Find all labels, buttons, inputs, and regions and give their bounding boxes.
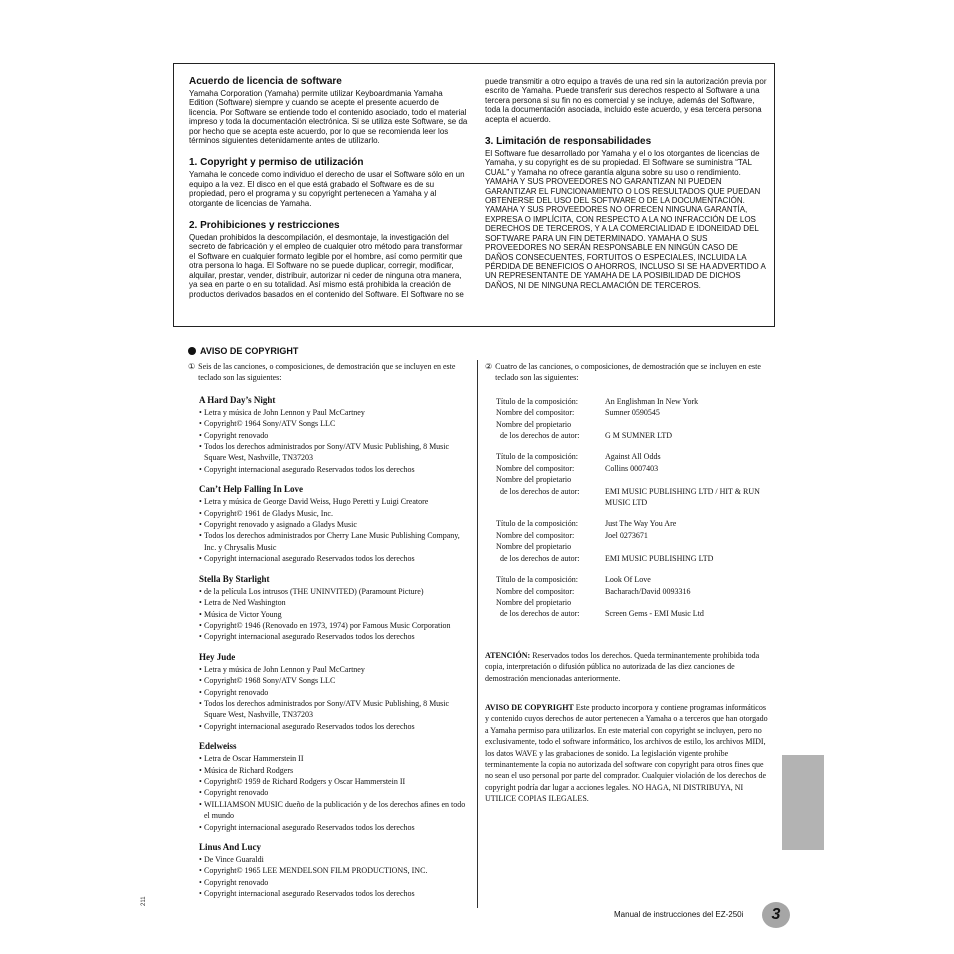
song-entry [199, 841, 470, 900]
song-title: Stella By Starlight [199, 573, 270, 584]
composition-label: Nombre del propietario [496, 419, 572, 429]
composition-label: de los derechos de autor: [500, 431, 580, 441]
composition-row [496, 586, 770, 597]
composition-value: Against All Odds [605, 452, 661, 462]
song-credit-line: • Copyright© 1964 Sony/ATV Songs LLC [199, 418, 470, 429]
composition-label: Nombre del compositor: [496, 586, 575, 596]
composition-label: de los derechos de autor: [500, 486, 580, 496]
section2-title: 2. Prohibiciones y restricciones [189, 220, 340, 232]
song-credits [199, 664, 470, 732]
song-credit-line: • Copyright© 1959 de Richard Rodgers y Oscar Hammerstein II [199, 776, 470, 787]
song-title: Can’t Help Falling In Love [199, 484, 304, 495]
composition-value [605, 597, 770, 608]
song-credits [199, 496, 470, 564]
composition-label: Título de la composición: [496, 396, 578, 406]
composition-value: Collins 0007403 [605, 463, 659, 473]
circled-one-icon: ① [188, 362, 196, 371]
composition-entry [496, 396, 770, 442]
song-credit-line: • Letra de Ned Washington [199, 597, 470, 608]
license-right-column [485, 77, 767, 290]
song-credit-line: • Todos los derechos administrados por Cherry Lane Music Publishing Company, Inc. y Chrysalis Music [199, 530, 470, 553]
composition-row [496, 451, 770, 462]
compositions-intro-text: Cuatro de las canciones, o composiciones, de demostración que se incluyen en este teclado son las siguientes: [495, 362, 761, 383]
composition-value [605, 541, 770, 552]
license-box [173, 63, 775, 327]
composition-label: de los derechos de autor: [500, 609, 580, 619]
song-credit-line: • WILLIAMSON MUSIC dueño de la publicación y de los derechos afines en todo el mundo [199, 799, 470, 822]
song-title: Linus And Lucy [199, 842, 262, 852]
song-credit-line: • Copyright internacional asegurado Reservados todos los derechos [199, 721, 470, 732]
composition-value: EMI MUSIC PUBLISHING LTD [605, 553, 714, 563]
composition-label: Nombre del propietario [496, 475, 572, 485]
song-credit-line: • Todos los derechos administrados por Sony/ATV Music Publishing, 8 Music Square West, Nashville, TN37203 [199, 441, 470, 464]
license-title: Acuerdo de licencia de software [189, 76, 342, 87]
section3-disclaimer: YAMAHA Y SUS PROVEEDORES NO GARANTIZAN NI PUEDEN GARANTIZAR EL FUNCIONAMIENTO O LOS RESULTADOS QUE PUEDAN OBTENERSE DEL USO DEL SOFTWARE O DE LA DOCUMENTACIÓN. YAMAHA Y SUS PROVEEDORES NO OFRECEN NINGUNA GARANTÍA, EXPRESA O IMPLÍCITA, CON RESPECTO A LA NO INFRACCIÓN DE LOS DERECHOS DE TERCEROS, Y A LA COMERCIALIDAD E IDONEIDAD DEL SOFTWARE PARA UN FIN DETERMINADO. YAMAHA O SUS PROVEEDORES NO SERÁN RESPONSABLE EN NINGÚN CASO DE DAÑOS CONSECUENTES, FORTUITOS O ESPECIALES, INCLUIDA LA PÉRDIDA DE BENEFICIOS O AHORROS, INCLUSO SI SE HA ADVERTIDO A UN REPRESENTANTE DE YAMAHA DE LA POSIBILIDAD DE DICHOS DAÑOS, NI DE NINGUNA RECLAMACIÓN DE TERCEROS. [485, 177, 766, 290]
composition-value: Just The Way You Are [605, 519, 677, 529]
circled-two-icon: ② [485, 362, 493, 371]
song-credits [199, 753, 470, 833]
composition-row [496, 419, 770, 430]
composition-label: Nombre del propietario [496, 597, 572, 607]
songs-list [188, 394, 470, 900]
composition-row [496, 396, 770, 407]
composition-value: EMI MUSIC PUBLISHING LTD / HIT & RUN MUSIC LTD [605, 486, 760, 508]
page-number: 3 [762, 902, 790, 928]
songs-intro-text: Seis de las canciones, o composiciones, de demostración que se incluyen en este teclado son las siguientes: [198, 362, 456, 383]
composition-entry [496, 574, 770, 620]
song-title: Hey Jude [199, 651, 236, 662]
song-credit-line: • Letra y música de John Lennon y Paul McCartney [199, 664, 470, 675]
copyright-notice-text: Este producto incorpora y contiene programas informáticos y contenido cuyos derechos de autor pertenecen a Yamaha o a terceros que han otorgado a Yamaha permiso para utilizarlos. En este material con copyright se incluyen, pero no exclusivamente, todo el software informático, los archivos de estilo, los archivos MIDI, los datos WAVE y las grabaciones de sonido. La legislación vigente prohíbe terminantemente la copia no autorizada del software con copyright para otros fines que no sean el uso personal por parte del comprador. Cualquier violación de los derechos de copyright podría dar lugar a acciones legales. NO HAGA, NI DISTRIBUYA, NI UTILICE COPIAS ILEGALES. [485, 702, 768, 804]
composition-label: Nombre del compositor: [496, 408, 575, 418]
compositions-column [485, 361, 770, 805]
composition-row [496, 474, 770, 485]
section1-title: 1. Copyright y permiso de utilización [189, 157, 364, 169]
song-credit-line: • Copyright© 1961 de Gladys Music, Inc. [199, 508, 470, 519]
composition-row [496, 608, 770, 619]
song-credit-line: • Música de Victor Young [199, 609, 470, 620]
license-intro: Yamaha Corporation (Yamaha) permite utilizar Keyboardmania Yamaha Edition (Software) siempre y cuando se acepte el presente acuerdo de licencia. Por Software se entiende todo el contenido asociado, todo el material impreso y toda la documentación electrónica. Si se utiliza este Software, se da por hecho que se acepta este acuerdo, por lo que se recomienda leer los términos siguientes detenidamente antes de utilizarlo. [189, 89, 468, 146]
song-entry [199, 740, 470, 833]
song-title: A Hard Day’s Night [199, 394, 276, 405]
song-credit-line: • Copyright internacional asegurado Reservados todos los derechos [199, 888, 470, 899]
composition-row [496, 574, 770, 585]
composition-row [496, 463, 770, 474]
composition-label: de los derechos de autor: [500, 553, 580, 563]
composition-label: Título de la composición: [496, 452, 578, 462]
song-credit-line: • Letra y música de John Lennon y Paul McCartney [199, 407, 470, 418]
song-entry [199, 651, 470, 732]
bullet-icon [188, 347, 196, 355]
composition-value: Bacharach/David 0093316 [605, 586, 691, 596]
atencion-notice [485, 650, 770, 684]
song-entry [199, 483, 470, 564]
song-credit-line: • Letra y música de George David Weiss, Hugo Peretti y Luigi Creatore [199, 496, 470, 507]
songs-column [188, 361, 470, 908]
song-title: Edelweiss [199, 741, 237, 752]
composition-value: Sumner 0590545 [605, 408, 660, 418]
song-credit-line: • Copyright internacional asegurado Reservados todos los derechos [199, 631, 470, 642]
songs-intro [188, 361, 470, 384]
composition-row [496, 553, 770, 564]
song-credit-line: • Copyright internacional asegurado Reservados todos los derechos [199, 464, 470, 475]
composition-row [496, 541, 770, 552]
side-tab [782, 755, 824, 850]
song-credit-line: • Copyright renovado [199, 877, 470, 888]
song-credit-line: • De Vince Guaraldi [199, 854, 470, 865]
copyright-notice [485, 702, 770, 805]
composition-label: Título de la composición: [496, 519, 578, 529]
song-credit-line: • Letra de Oscar Hammerstein II [199, 753, 470, 764]
song-credit-line: • Copyright internacional asegurado Reservados todos los derechos [199, 553, 470, 564]
composition-row [496, 486, 770, 509]
composition-value: Screen Gems - EMI Music Ltd [605, 609, 704, 619]
section1-text: Yamaha le concede como individuo el derecho de usar el Software sólo en un equipo a la vez. El disco en el que está grabado el Software es de su propiedad, pero el programa y su copyright pertenecen a Yamaha y al otorgante de licencias de Yamaha. [189, 170, 465, 208]
license-left-column [189, 76, 469, 299]
song-credit-line: • Copyright renovado [199, 787, 470, 798]
copyright-notice-label: AVISO DE COPYRIGHT [485, 702, 574, 712]
song-credits [199, 854, 470, 900]
composition-row [496, 530, 770, 541]
composition-entry [496, 451, 770, 508]
section2-text: Quedan prohibidos la descompilación, el desmontaje, la investigación del secreto de fabricación y el empleo de cualquier otro método para transformar el Software en cualquier formato legible por el hombre, así como permitir que otra persona lo haga. El Software no se puede duplicar, corregir, modificar, alquilar, prestar, vender, distribuir, autorizar ni ceder de ninguna otra manera, ya sea en parte o en su totalidad. Así mismo está prohibida la creación de productos derivados basados en el contenido del Software. El Software no se [189, 233, 464, 299]
song-credit-line: • Copyright© 1968 Sony/ATV Songs LLC [199, 675, 470, 686]
section3-text: El Software fue desarrollado por Yamaha y el o los otorgantes de licencias de Yamaha, y su copyright es de su propiedad. El Software se suministra “TAL CUAL” y Yamaha no ofrece garantía alguna sobre su uso o rendimiento. [485, 149, 760, 177]
composition-value: G M SUMNER LTD [605, 431, 673, 441]
composition-entry [496, 518, 770, 564]
composition-label: Nombre del compositor: [496, 530, 575, 540]
composition-label: Título de la composición: [496, 575, 578, 585]
composition-value: An Englishman In New York [605, 396, 699, 406]
song-credits [199, 407, 470, 475]
composition-value: Look Of Love [605, 575, 651, 585]
composition-row [496, 407, 770, 418]
section2-continued: puede transmitir a otro equipo a través de una red sin la autorización previa por escrito de Yamaha. Puede transferir sus derechos respecto al Software a una tercera persona si su fin no es comercial y se incluye, además del Software, toda la documentación asociada, incluido este acuerdo, y esa tercera persona acepta el acuerdo. [485, 77, 767, 124]
compositions-intro [485, 361, 770, 384]
copyright-heading [188, 346, 298, 356]
composition-row [496, 597, 770, 608]
song-credit-line: • Música de Richard Rodgers [199, 765, 470, 776]
song-credit-line: • Copyright renovado y asignado a Gladys Music [199, 519, 470, 530]
song-credit-line: • Copyright© 1946 (Renovado en 1973, 1974) por Famous Music Corporation [199, 620, 470, 631]
atencion-label: ATENCIÓN: [485, 650, 531, 660]
section3-title: 3. Limitación de responsabilidades [485, 136, 652, 148]
column-divider [477, 360, 478, 908]
composition-value [605, 419, 770, 430]
composition-row [496, 518, 770, 529]
compositions-list [496, 396, 770, 620]
manual-name: Manual de instrucciones del EZ-250i [614, 910, 744, 919]
song-entry [199, 573, 470, 643]
composition-row [496, 430, 770, 441]
song-credit-line: • Copyright renovado [199, 430, 470, 441]
song-credits [199, 586, 470, 643]
song-credit-line: • Copyright renovado [199, 687, 470, 698]
song-credit-line: • de la película Los intrusos (THE UNINVITED) (Paramount Picture) [199, 586, 470, 597]
composition-value: Joel 0273671 [605, 530, 648, 540]
atencion-text: Reservados todos los derechos. Queda terminantemente prohibida toda copia, interpretación o difusión pública no autorizada de las diez canciones de demostración mencionadas anteriormente. [485, 650, 760, 683]
composition-value [605, 474, 770, 485]
composition-label: Nombre del compositor: [496, 463, 575, 473]
margin-code: 211 [141, 896, 147, 906]
composition-label: Nombre del propietario [496, 542, 572, 552]
copyright-heading-text: AVISO DE COPYRIGHT [200, 346, 299, 356]
song-credit-line: • Copyright internacional asegurado Reservados todos los derechos [199, 822, 470, 833]
song-entry [199, 394, 470, 475]
song-credit-line: • Copyright© 1965 LEE MENDELSON FILM PRODUCTIONS, INC. [199, 865, 470, 876]
song-credit-line: • Todos los derechos administrados por Sony/ATV Music Publishing, 8 Music Square West, Nashville, TN37203 [199, 698, 470, 721]
